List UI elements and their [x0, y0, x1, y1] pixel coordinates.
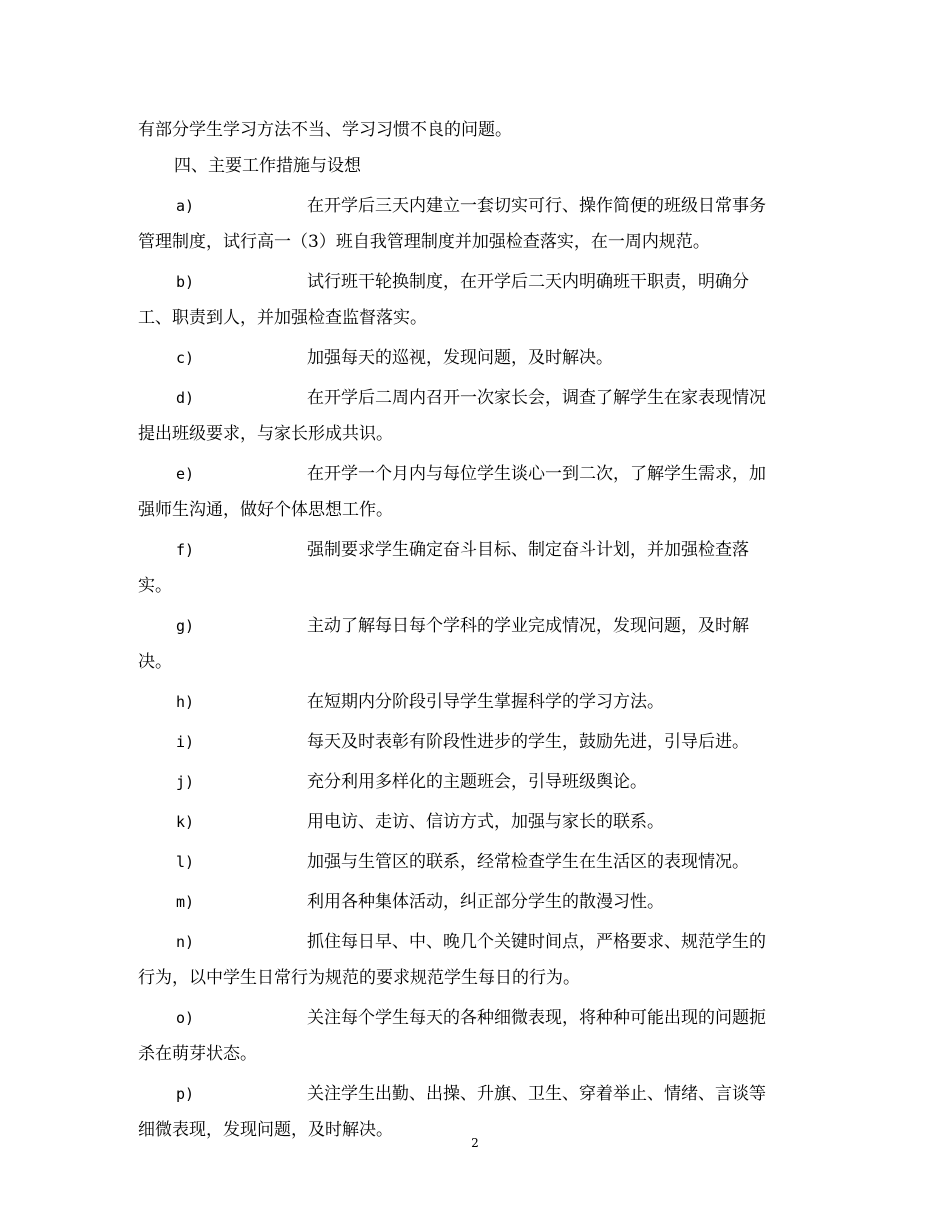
list-item-text: 关注每个学生每天的各种细微表现，将种种可能出现的问题扼 — [307, 1008, 766, 1028]
list-item-marker: e) — [176, 465, 195, 483]
list-item — [138, 456, 818, 492]
list-item-text: 强制要求学生确定奋斗目标、制定奋斗计划，并加强检查落 — [307, 540, 749, 560]
list-item — [138, 684, 818, 720]
list-item — [138, 844, 818, 880]
list-item — [138, 924, 818, 960]
list-item-text: 抓住每日早、中、晚几个关键时间点，严格要求、规范学生的 — [307, 932, 766, 952]
list-item — [138, 608, 818, 644]
list-item-marker: o) — [176, 1009, 195, 1027]
list-item-text: 在开学一个月内与每位学生谈心一到二次，了解学生需求，加 — [307, 464, 766, 484]
list-item-continuation: 强师生沟通，做好个体思想工作。 — [138, 500, 393, 520]
section-heading: 四、主要工作措施与设想 — [174, 156, 361, 176]
list-item-continuation: 行为，以中学生日常行为规范的要求规范学生每日的行为。 — [138, 968, 580, 988]
list-item-text: 在短期内分阶段引导学生掌握科学的学习方法。 — [307, 692, 664, 712]
list-item-continuation: 管理制度，试行高一（3）班自我管理制度并加强检查落实，在一周内规范。 — [138, 232, 710, 252]
list-item — [138, 804, 818, 840]
page-number: 2 — [471, 1136, 479, 1150]
list-item-marker: a) — [176, 197, 195, 215]
list-item — [138, 1000, 818, 1036]
list-item — [138, 724, 818, 760]
list-item-continuation: 提出班级要求，与家长形成共识。 — [138, 424, 393, 444]
list-item-text: 关注学生出勤、出操、升旗、卫生、穿着举止、情绪、言谈等 — [307, 1084, 766, 1104]
list-item-continuation: 杀在萌芽状态。 — [138, 1044, 257, 1064]
list-item — [138, 340, 818, 376]
list-item-continuation: 实。 — [138, 576, 172, 596]
list-item-marker: b) — [176, 273, 195, 291]
list-item — [138, 264, 818, 300]
list-item-marker: k) — [176, 813, 195, 831]
list-item-marker: p) — [176, 1085, 195, 1103]
list-item-continuation: 工、职责到人，并加强检查监督落实。 — [138, 308, 427, 328]
list-item-text: 利用各种集体活动，纠正部分学生的散漫习性。 — [307, 892, 664, 912]
list-item — [138, 764, 818, 800]
list-item-text: 在开学后三天内建立一套切实可行、操作简便的班级日常事务 — [307, 196, 766, 216]
list-item-text: 用电访、走访、信访方式，加强与家长的联系。 — [307, 812, 664, 832]
list-item-marker: h) — [176, 693, 195, 711]
list-item-marker: g) — [176, 617, 195, 635]
list-item-marker: f) — [176, 541, 195, 559]
list-item-text: 充分利用多样化的主题班会，引导班级舆论。 — [307, 772, 647, 792]
list-item-marker: i) — [176, 733, 195, 751]
list-item — [138, 380, 818, 416]
list-item — [138, 1076, 818, 1112]
list-item-marker: d) — [176, 389, 195, 407]
list-item-marker: c) — [176, 349, 195, 367]
list-item — [138, 532, 818, 568]
list-item-marker: l) — [176, 853, 195, 871]
list-item — [138, 884, 818, 920]
list-item-text: 在开学后二周内召开一次家长会，调查了解学生在家表现情况 — [307, 388, 766, 408]
document-body — [138, 112, 818, 1148]
list-item-text: 加强每天的巡视，发现问题，及时解决。 — [307, 348, 613, 368]
list-item-marker: n) — [176, 933, 195, 951]
intro-paragraph-line: 有部分学生学习方法不当、学习习惯不良的问题。 — [138, 120, 512, 140]
list-item-text: 试行班干轮换制度，在开学后二天内明确班干职责，明确分 — [307, 272, 749, 292]
list-item-text: 每天及时表彰有阶段性进步的学生，鼓励先进，引导后进。 — [307, 732, 749, 752]
list-item-continuation: 细微表现，发现问题，及时解决。 — [138, 1120, 393, 1140]
measures-list — [138, 184, 818, 1148]
list-item-text: 主动了解每日每个学科的学业完成情况，发现问题，及时解 — [307, 616, 749, 636]
list-item-text: 加强与生管区的联系，经常检查学生在生活区的表现情况。 — [307, 852, 749, 872]
list-item-continuation: 决。 — [138, 652, 172, 672]
list-item — [138, 188, 818, 224]
list-item-marker: j) — [176, 773, 195, 791]
list-item-marker: m) — [176, 893, 195, 911]
